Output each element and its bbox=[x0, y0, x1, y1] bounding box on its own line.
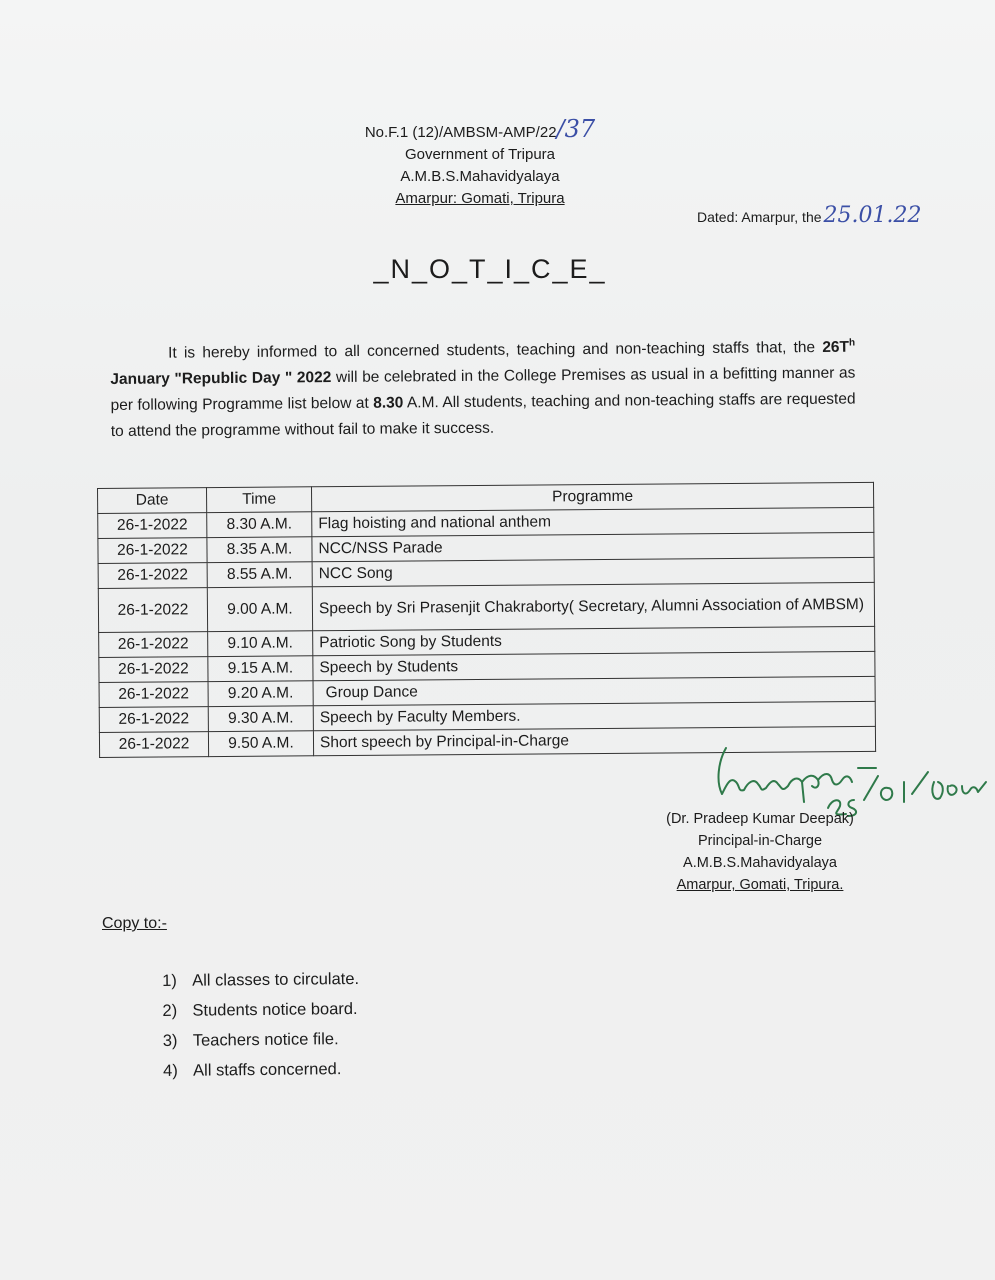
list-item-number: 4) bbox=[163, 1061, 178, 1080]
cell-programme: Group Dance bbox=[313, 676, 875, 705]
body-event-bold: January "Republic Day " 2022 bbox=[110, 369, 332, 389]
list-item-number: 3) bbox=[162, 1031, 178, 1050]
cell-programme: Short speech by Principal-in-Charge bbox=[313, 726, 875, 755]
cell-date: 26-1-2022 bbox=[99, 657, 208, 683]
cell-time: 8.30 A.M. bbox=[207, 512, 312, 538]
header-programme: Programme bbox=[311, 482, 873, 511]
cell-time: 9.30 A.M. bbox=[208, 706, 313, 732]
cell-programme: Speech by Faculty Members. bbox=[313, 701, 875, 730]
signatory-place: Amarpur, Gomati, Tripura. bbox=[676, 877, 844, 893]
body-line-1: It is hereby informed to all concerned students, teaching and non-teaching staffs that, bbox=[168, 339, 787, 362]
list-item-number: 1) bbox=[162, 971, 177, 990]
letter-header bbox=[300, 115, 660, 210]
copy-to-label: Copy to:- bbox=[102, 915, 167, 932]
cell-programme: Speech by Sri Prasenjit Chakraborty( Secretary, Alumni Association of AMBSM) bbox=[312, 582, 874, 630]
body-date-bold: 26T bbox=[822, 338, 850, 356]
dated-label: Dated: Amarpur, the bbox=[697, 209, 822, 225]
cell-time: 8.35 A.M. bbox=[207, 537, 312, 563]
header-time: Time bbox=[207, 487, 312, 513]
cell-date: 26-1-2022 bbox=[99, 632, 208, 658]
reference-line bbox=[300, 115, 660, 144]
list-item bbox=[162, 964, 359, 996]
table-row bbox=[98, 582, 874, 632]
list-item bbox=[162, 994, 359, 1026]
cell-programme: NCC Song bbox=[312, 557, 874, 586]
cell-programme: NCC/NSS Parade bbox=[312, 532, 874, 561]
body-text-a: the bbox=[793, 338, 823, 357]
cell-date: 26-1-2022 bbox=[98, 513, 207, 539]
cell-time: 9.20 A.M. bbox=[208, 681, 313, 707]
cell-time: 9.50 A.M. bbox=[208, 731, 313, 757]
cell-time: 9.15 A.M. bbox=[208, 656, 313, 682]
notice-title: _N_O_T_I_C_E_ bbox=[373, 254, 607, 284]
cell-date: 26-1-2022 bbox=[99, 707, 208, 733]
cell-programme: Speech by Students bbox=[313, 651, 875, 680]
signatory-name: (Dr. Pradeep Kumar Deepak) bbox=[666, 811, 854, 827]
signatory-block bbox=[630, 808, 890, 896]
cell-date: 26-1-2022 bbox=[99, 732, 208, 758]
list-item-text: Teachers notice file. bbox=[192, 1030, 339, 1050]
list-item bbox=[163, 1054, 360, 1086]
cell-time: 9.00 A.M. bbox=[207, 587, 312, 632]
college-place: Amarpur: Gomati, Tripura bbox=[395, 190, 565, 207]
body-time-bold: 8.30 bbox=[373, 394, 404, 412]
notice-body bbox=[110, 330, 856, 445]
paragraph-indent bbox=[110, 358, 168, 359]
handwritten-date: 25.01.22 bbox=[823, 203, 922, 228]
header-date: Date bbox=[98, 488, 207, 514]
body-text-b: will be celebrated in the College Premises as usual in a befitting manner as per following Programme list below at bbox=[110, 364, 856, 415]
cell-time: 8.55 A.M. bbox=[207, 562, 312, 588]
college-name: A.M.B.S.Mahavidyalaya bbox=[400, 168, 560, 185]
cell-date: 26-1-2022 bbox=[98, 538, 207, 564]
list-item-text: All classes to circulate. bbox=[192, 969, 360, 990]
body-text-c: A.M. All students, teaching and non-teaching staffs are requested to attend the programme without fail to make it success. bbox=[110, 390, 856, 441]
signatory-designation: Principal-in-Charge bbox=[697, 833, 823, 849]
reference-handwritten: /37 bbox=[556, 115, 596, 143]
cell-date: 26-1-2022 bbox=[98, 588, 207, 633]
body-date-sup: h bbox=[848, 337, 856, 349]
list-item-text: Students notice board. bbox=[192, 999, 358, 1020]
list-item-text: All staffs concerned. bbox=[193, 1060, 342, 1080]
cell-date: 26-1-2022 bbox=[99, 682, 208, 708]
reference-number: No.F.1 (12)/AMBSM-AMP/22 bbox=[364, 124, 557, 141]
cell-time: 9.10 A.M. bbox=[208, 631, 313, 657]
dated-line bbox=[697, 203, 922, 228]
list-item bbox=[163, 1024, 360, 1056]
programme-table bbox=[97, 482, 876, 758]
cell-programme: Flag hoisting and national anthem bbox=[312, 507, 874, 536]
government-name: Government of Tripura bbox=[404, 146, 556, 163]
list-item-number: 2) bbox=[162, 1001, 178, 1020]
cell-date: 26-1-2022 bbox=[98, 563, 207, 589]
cell-programme: Patriotic Song by Students bbox=[313, 626, 875, 655]
signatory-college: A.M.B.S.Mahavidyalaya bbox=[683, 855, 837, 871]
copy-to-list bbox=[162, 964, 360, 1086]
